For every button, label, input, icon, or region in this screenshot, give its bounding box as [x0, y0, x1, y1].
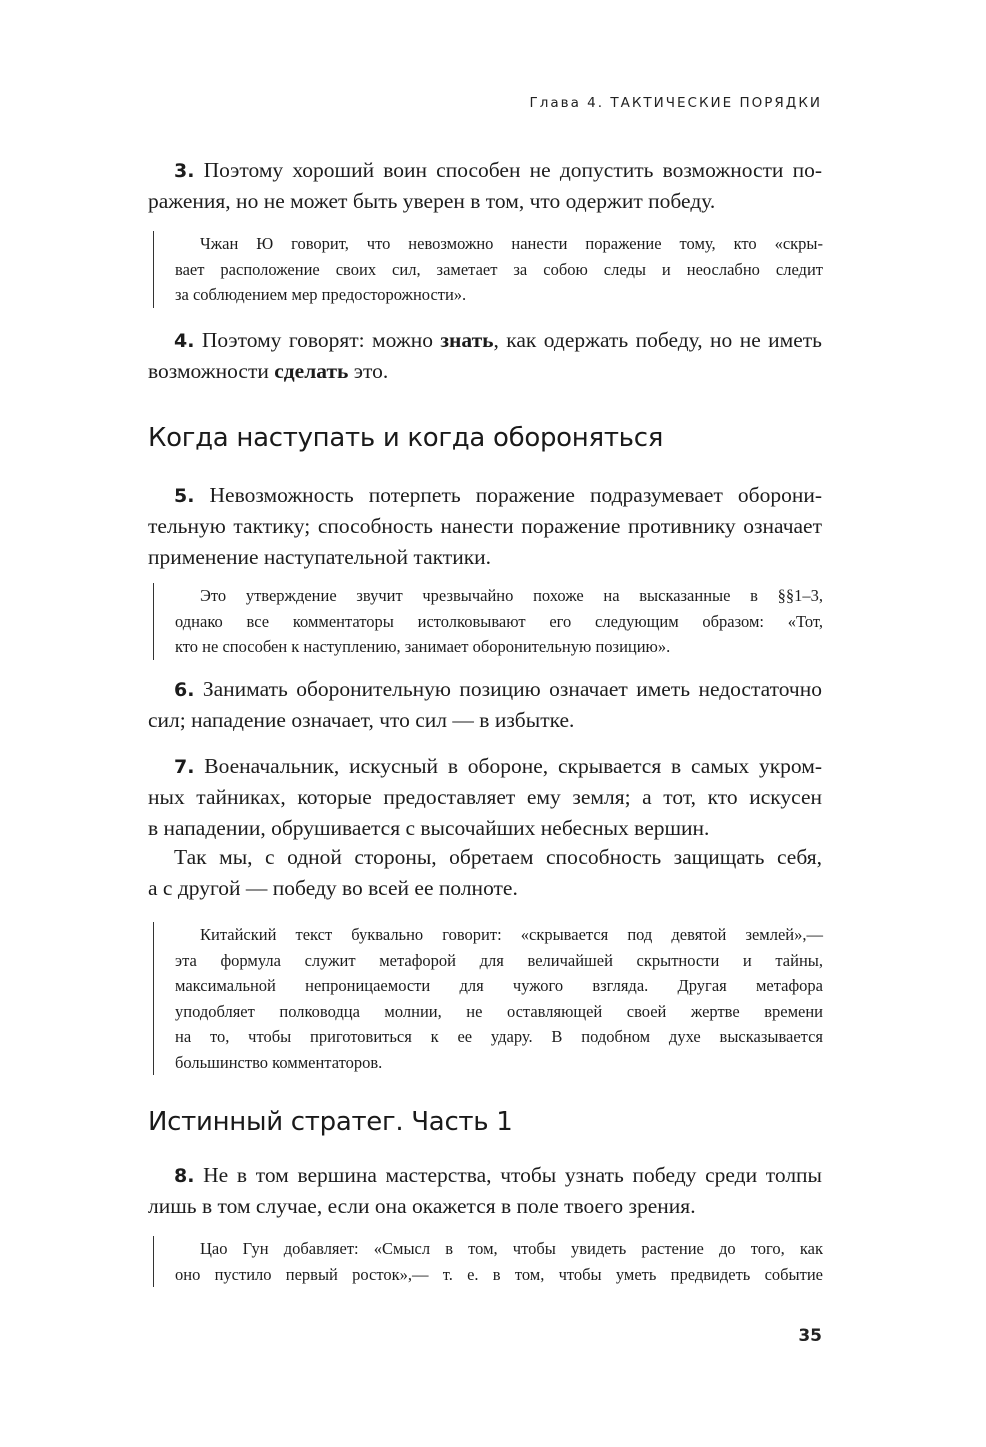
text-segment: уподобляет полководца молнии, не оставляющей своей жертве времени	[175, 1001, 823, 1021]
text-line	[148, 705, 822, 736]
bold-text: знать	[440, 328, 494, 352]
text-segment: сил; нападение означает, что сил — в избытке.	[148, 708, 575, 732]
text-segment: однако все комментаторы истолковывают его следующим образом: «Тот,	[175, 611, 823, 631]
text-segment: , как одержать победу, но не иметь	[493, 328, 822, 352]
text-segment: большинство комментаторов.	[175, 1052, 383, 1072]
text-line	[148, 480, 822, 511]
text-segment: Не в том вершина мастерства, чтобы узнать победу среди толпы	[203, 1163, 823, 1187]
text-line	[148, 325, 822, 356]
text-line	[148, 542, 822, 573]
text-line	[154, 973, 823, 999]
text-line	[148, 1160, 822, 1191]
text-line	[154, 1024, 823, 1050]
text-line	[154, 1262, 823, 1288]
text-segment: Китайский текст буквально говорит: «скрывается под девятой землей»,—	[200, 925, 823, 944]
text-line	[148, 842, 822, 873]
bold-text: сделать	[274, 359, 349, 383]
paragraph-number: 7.	[174, 756, 195, 778]
text-segment: оно пустило первый росток»,— т. е. в том, чтобы уметь предвидеть событие	[175, 1264, 823, 1284]
text-line	[154, 948, 823, 974]
chapter-label: Глава 4.	[529, 95, 605, 111]
text-segment: лишь в том случае, если она окажется в поле твоего зрения.	[148, 1194, 696, 1218]
text-line	[154, 634, 823, 660]
running-header	[530, 95, 823, 111]
paragraph	[148, 842, 822, 904]
text-segment: эта формула служит метафорой для величайшей скрытности и тайны,	[175, 950, 823, 970]
chapter-title: ТАКТИЧЕСКИЕ ПОРЯДКИ	[610, 95, 822, 111]
text-segment: это.	[348, 359, 389, 383]
text-line	[148, 1191, 822, 1222]
text-line	[154, 999, 823, 1025]
text-segment: Невозможность потерпеть поражение подразумевает оборони-	[209, 483, 822, 507]
text-segment: на то, чтобы приготовиться к ее удару. В подобном духе высказывается	[175, 1027, 823, 1046]
text-line	[154, 1050, 823, 1076]
text-line	[148, 751, 822, 782]
commentary-note	[153, 922, 823, 1075]
text-segment: кто не способен к наступлению, занимает оборонительную позицию».	[175, 637, 671, 656]
text-segment: максимальной непроницаемости для чужого взгляда. Другая метафора	[175, 976, 823, 995]
text-segment: Военачальник, искусный в обороне, скрывается в самых укром-	[204, 754, 823, 778]
text-segment: вает расположение своих сил, заметает за собою следы и неослабно следит	[175, 259, 823, 279]
paragraph	[148, 155, 822, 217]
text-segment: Поэтому хороший воин способен не допустить возможности по-	[203, 158, 822, 182]
text-segment: Так мы, с одной стороны, обретаем способность защищать себя,	[174, 845, 822, 869]
text-segment: возможности	[148, 359, 275, 383]
commentary-note	[153, 231, 823, 308]
text-segment: тельную тактику; способность нанести поражение противнику означает	[148, 514, 822, 538]
paragraph-number: 8.	[174, 1165, 195, 1187]
text-line	[154, 609, 823, 635]
text-segment: Поэтому говорят: можно	[201, 328, 441, 352]
text-segment: Это утверждение звучит чрезвычайно похоже на высказанные в §§1–3,	[200, 586, 823, 605]
commentary-note	[153, 1236, 823, 1287]
text-line	[148, 356, 822, 387]
text-segment: применение наступательной тактики.	[148, 545, 492, 569]
text-line	[154, 1236, 823, 1262]
commentary-note	[153, 583, 823, 660]
section-heading: Истинный стратег. Часть 1	[148, 1107, 513, 1137]
paragraph-number: 3.	[174, 160, 195, 182]
section-heading: Когда наступать и когда обороняться	[148, 423, 664, 453]
text-line	[154, 257, 823, 283]
text-line	[154, 922, 823, 948]
text-segment: за соблюдением мер предосторожности».	[175, 285, 467, 304]
paragraph-number: 6.	[174, 679, 195, 701]
text-line	[154, 231, 823, 257]
text-segment: ных тайниках, которые предоставляет ему земля; а тот, кто искусен	[148, 785, 822, 809]
text-segment: в нападении, обрушивается с высочайших небесных вершин.	[148, 816, 710, 840]
text-line	[148, 813, 822, 844]
paragraph	[148, 674, 822, 736]
paragraph	[148, 1160, 822, 1222]
text-segment: Цао Гун добавляет: «Смысл в том, чтобы увидеть растение до того, как	[200, 1239, 823, 1258]
paragraph	[148, 751, 822, 844]
text-line	[148, 782, 822, 813]
text-line	[154, 583, 823, 609]
text-segment: а с другой — победу во всей ее полноте.	[148, 876, 518, 900]
text-line	[148, 186, 822, 217]
text-segment: Занимать оборонительную позицию означает иметь недостаточно	[202, 677, 822, 701]
text-line	[148, 511, 822, 542]
text-line	[148, 873, 822, 904]
paragraph	[148, 480, 822, 573]
paragraph	[148, 325, 822, 387]
page-number: 35	[798, 1326, 822, 1346]
text-line	[148, 674, 822, 705]
text-line	[154, 282, 823, 308]
text-line	[148, 155, 822, 186]
paragraph-number: 5.	[174, 485, 195, 507]
paragraph-number: 4.	[174, 330, 195, 352]
text-segment: Чжан Ю говорит, что невозможно нанести поражение тому, кто «скры-	[200, 234, 823, 253]
text-segment: ражения, но не может быть уверен в том, что одержит победу.	[148, 189, 716, 213]
